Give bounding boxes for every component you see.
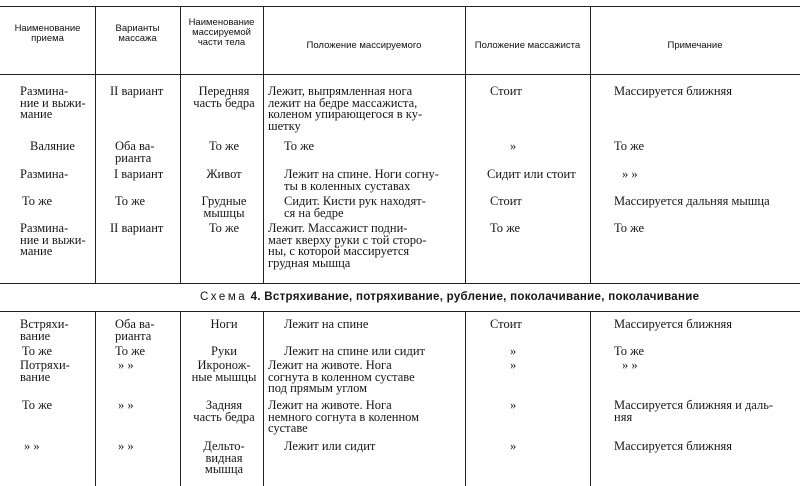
- row-variant: II вариант: [110, 221, 164, 235]
- row-technique: Размина- ние и выжи- мание: [20, 221, 86, 258]
- table-top-rule: [0, 6, 800, 7]
- row-patient-position: Лежит на спине: [284, 317, 369, 331]
- header-technique: Наименование приема: [14, 23, 81, 44]
- row-therapist-position: Стоит: [490, 84, 522, 98]
- scheme-title: [200, 291, 800, 303]
- row-therapist-position: Стоит: [490, 317, 522, 331]
- row-therapist-position: »: [510, 439, 517, 453]
- row-note: » »: [622, 167, 638, 181]
- row-therapist-position: »: [510, 344, 517, 358]
- row-variant: II вариант: [110, 84, 164, 98]
- row-patient-position: Лежит, выпрямленная нога лежит на бедре массажиста, коленом упирающегося в ку- шетку: [268, 84, 423, 133]
- row-body-part: Живот: [206, 167, 242, 181]
- row-patient-position: Лежит на животе. Нога немного согнута в коленном суставе: [268, 398, 420, 435]
- col-divider: [95, 6, 96, 283]
- row-therapist-position: Стоит: [490, 194, 522, 208]
- row-technique: Встряхи- вание: [20, 317, 69, 343]
- row-patient-position: Лежит на спине. Ноги согну- ты в коленных суставах: [284, 167, 439, 193]
- row-variant: Оба ва- рианта: [115, 139, 155, 165]
- row-body-part: Икронож- ные мышцы: [191, 358, 257, 384]
- row-therapist-position: »: [510, 358, 517, 372]
- row-patient-position: Лежит или сидит: [284, 439, 376, 453]
- row-technique: Валяние: [30, 139, 75, 153]
- row-variant: » »: [118, 439, 134, 453]
- header-variants: Варианты массажа: [115, 23, 160, 44]
- row-note: Массируется ближняя: [614, 317, 733, 331]
- row-note: То же: [614, 139, 645, 153]
- row-note: Массируется ближняя и даль- няя: [614, 398, 774, 424]
- row-note: То же: [614, 344, 645, 358]
- header-patient-position: Положение массируемого: [306, 40, 422, 51]
- col-divider: [465, 311, 466, 486]
- row-body-part: То же: [208, 139, 240, 153]
- row-note: » »: [622, 358, 638, 372]
- scheme-prefix: Схема: [200, 291, 248, 303]
- row-technique: То же: [22, 194, 53, 208]
- row-note: Массируется ближняя: [614, 439, 733, 453]
- row-variant: Оба ва- рианта: [115, 317, 155, 343]
- row-technique: То же: [22, 344, 53, 358]
- row-therapist-position: »: [510, 139, 517, 153]
- row-patient-position: Лежит на животе. Нога согнута в коленном суставе под прямым углом: [268, 358, 415, 395]
- row-variant: То же: [115, 344, 146, 358]
- row-patient-position: То же: [284, 139, 315, 153]
- row-note: То же: [614, 221, 645, 235]
- row-patient-position: Лежит. Массажист подни- мает кверху руки с той сторо- ны, с которой массируется грудная мышца: [268, 221, 427, 270]
- col-divider: [263, 311, 264, 486]
- row-variant: » »: [118, 358, 134, 372]
- scheme-bottom-rule: [0, 311, 800, 312]
- row-variant: То же: [115, 194, 146, 208]
- row-technique: Потряхи- вание: [20, 358, 70, 384]
- row-body-part: Ноги: [210, 317, 238, 331]
- row-body-part: Грудные мышцы: [201, 194, 247, 220]
- row-body-part: Руки: [211, 344, 237, 358]
- row-technique: Размина- ние и выжи- мание: [20, 84, 86, 121]
- row-note: Массируется ближняя: [614, 84, 733, 98]
- row-body-part: То же: [208, 221, 240, 235]
- row-technique: Размина-: [20, 167, 69, 181]
- scheme-top-rule: [0, 283, 800, 284]
- col-divider: [95, 311, 96, 486]
- row-patient-position: Сидит. Кисти рук находят- ся на бедре: [284, 194, 426, 220]
- row-therapist-position: То же: [490, 221, 521, 235]
- row-technique: » »: [24, 439, 40, 453]
- row-therapist-position: »: [510, 398, 517, 412]
- row-variant: » »: [118, 398, 134, 412]
- row-therapist-position: Сидит или стоит: [487, 167, 576, 181]
- row-patient-position: Лежит на спине или сидит: [284, 344, 425, 358]
- scheme-heading: 4. Встряхивание, потряхивание, рубление, поколачивание, поколачивание: [250, 291, 700, 303]
- row-note: Массируется дальняя мышца: [614, 194, 770, 208]
- header-note: Примечание: [667, 40, 723, 51]
- header-therapist-position: Положение массажиста: [474, 40, 581, 51]
- row-body-part: Передняя часть бедра: [193, 84, 255, 110]
- col-divider: [590, 311, 591, 486]
- row-technique: То же: [22, 398, 53, 412]
- header-bottom-rule: [0, 74, 800, 75]
- header-body-part: Наименование массируемой части тела: [188, 17, 255, 48]
- row-body-part: Дельто- видная мышца: [203, 439, 245, 476]
- row-variant: I вариант: [114, 167, 164, 181]
- row-body-part: Задняя часть бедра: [193, 398, 255, 424]
- col-divider: [180, 311, 181, 486]
